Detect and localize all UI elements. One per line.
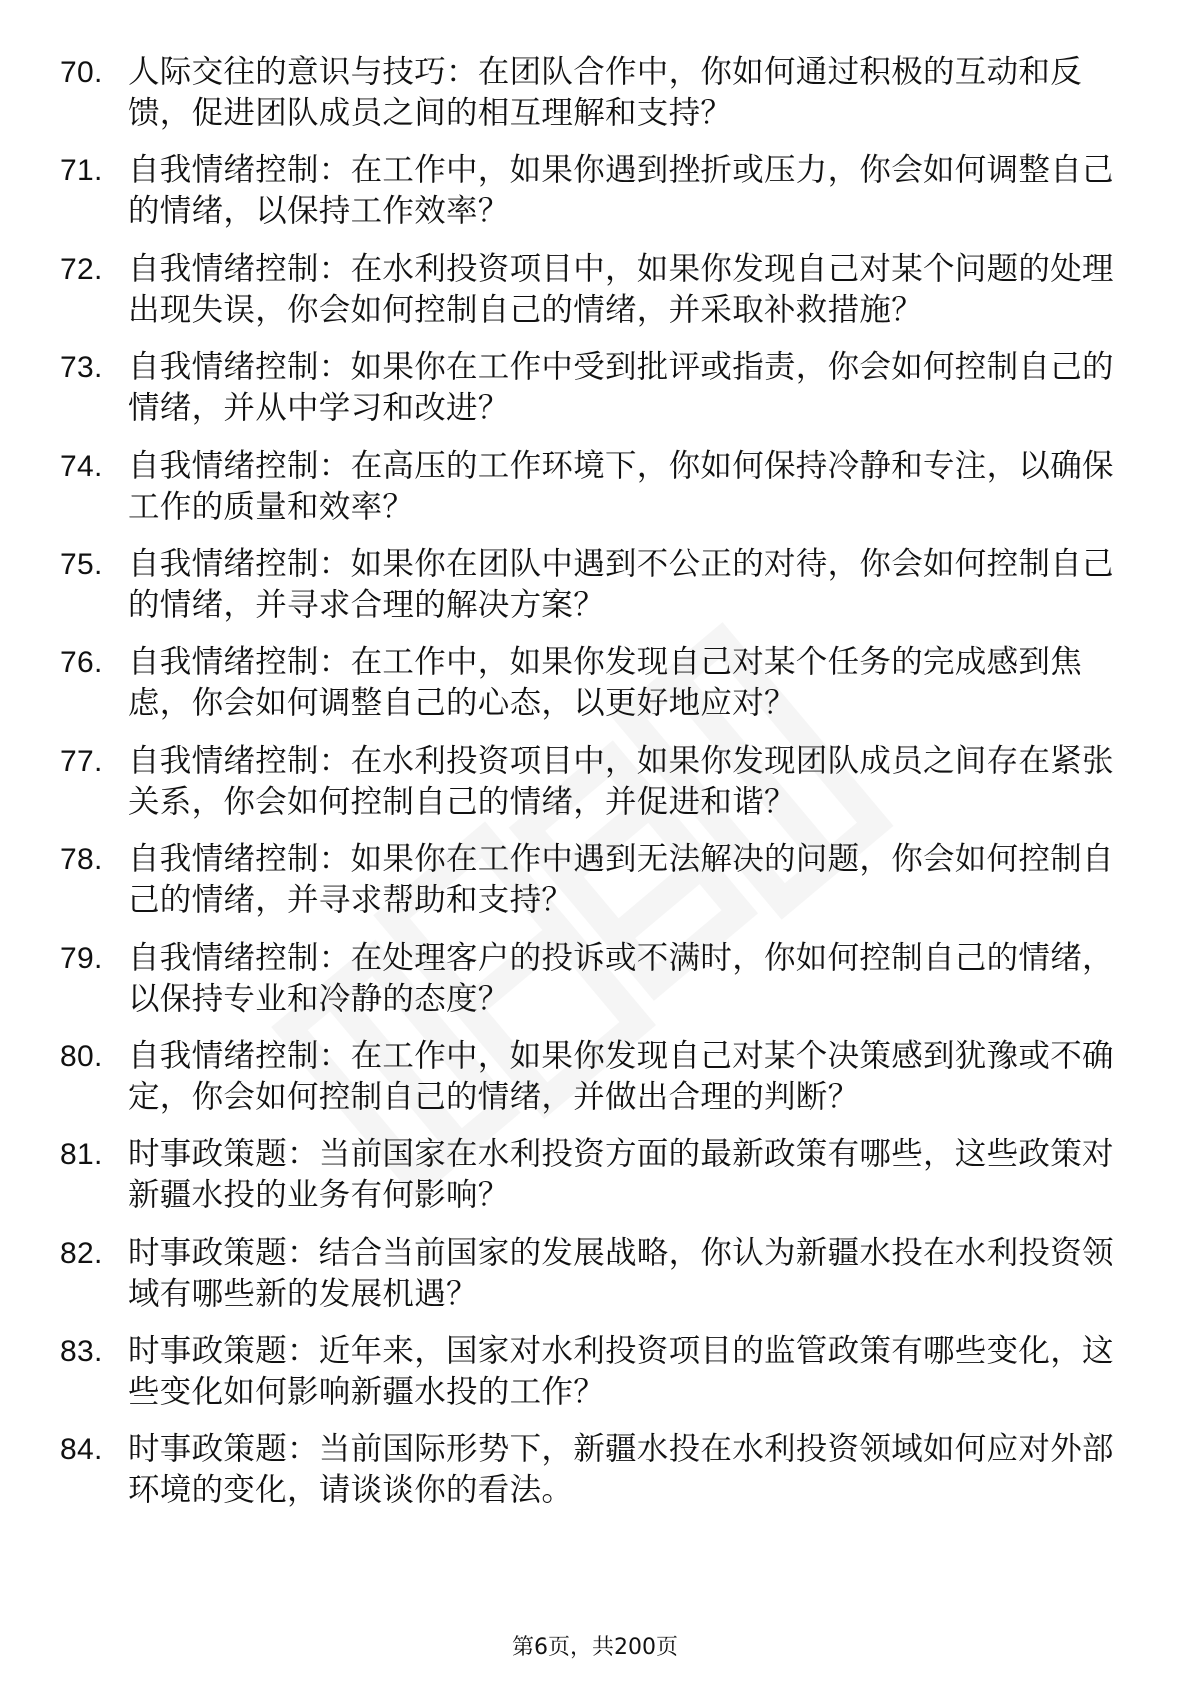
question-text: 自我情绪控制：在工作中，如果你遇到挫折或压力，你会如何调整自己的情绪，以保持工作效率？ — [128, 152, 1114, 230]
question-number: 82. — [60, 1236, 103, 1270]
question-text: 自我情绪控制：在处理客户的投诉或不满时，你如何控制自己的情绪，以保持专业和冷静的态度？ — [128, 939, 1114, 1017]
question-item — [60, 1036, 1120, 1118]
question-item — [60, 1429, 1120, 1511]
question-list — [60, 52, 1120, 1528]
question-text: 自我情绪控制：在工作中，如果你发现自己对某个任务的完成感到焦虑，你会如何调整自己的心态，以更好地应对？ — [128, 644, 1083, 722]
question-number: 83. — [60, 1335, 103, 1369]
question-text: 自我情绪控制：如果你在工作中遇到无法解决的问题，你会如何控制自己的情绪，并寻求帮助和支持？ — [128, 841, 1114, 919]
question-text: 时事政策题：近年来，国家对水利投资项目的监管政策有哪些变化，这些变化如何影响新疆水投的工作？ — [128, 1333, 1114, 1411]
question-number: 71. — [60, 154, 103, 188]
question-number: 79. — [60, 941, 103, 975]
question-number: 81. — [60, 1138, 103, 1172]
question-number: 84. — [60, 1433, 103, 1467]
question-item — [60, 347, 1120, 429]
question-text: 时事政策题：当前国家在水利投资方面的最新政策有哪些，这些政策对新疆水投的业务有何影响？ — [128, 1136, 1114, 1214]
question-number: 72. — [60, 252, 103, 286]
page-footer: 第6页，共200页 — [512, 1635, 678, 1660]
question-number: 77. — [60, 744, 103, 778]
question-text: 时事政策题：结合当前国家的发展战略，你认为新疆水投在水利投资领域有哪些新的发展机遇？ — [128, 1234, 1114, 1312]
question-text: 自我情绪控制：在水利投资项目中，如果你发现自己对某个问题的处理出现失误，你会如何控制自己的情绪，并采取补救措施？ — [128, 250, 1114, 328]
question-number: 80. — [60, 1039, 103, 1073]
question-item — [60, 938, 1120, 1020]
question-number: 78. — [60, 843, 103, 877]
question-number: 70. — [60, 56, 103, 89]
question-number: 76. — [60, 646, 103, 680]
question-text: 自我情绪控制：如果你在工作中受到批评或指责，你会如何控制自己的情绪，并从中学习和改进？ — [128, 349, 1114, 427]
question-item — [60, 446, 1120, 528]
question-number: 75. — [60, 547, 103, 581]
question-item — [60, 52, 1120, 134]
question-item — [60, 249, 1120, 331]
question-item — [60, 642, 1120, 724]
question-item — [60, 839, 1120, 921]
question-number: 74. — [60, 449, 103, 483]
question-text: 自我情绪控制：在工作中，如果你发现自己对某个决策感到犹豫或不确定，你会如何控制自己的情绪，并做出合理的判断？ — [128, 1037, 1114, 1115]
question-item — [60, 544, 1120, 626]
question-item — [60, 1233, 1120, 1315]
question-text: 时事政策题：当前国际形势下，新疆水投在水利投资领域如何应对外部环境的变化，请谈谈你的看法。 — [128, 1431, 1114, 1509]
question-item — [60, 1331, 1120, 1413]
question-text: 人际交往的意识与技巧：在团队合作中，你如何通过积极的互动和反馈，促进团队成员之间的相互理解和支持？ — [128, 54, 1083, 131]
question-item — [60, 150, 1120, 232]
question-item — [60, 1134, 1120, 1216]
question-number: 73. — [60, 351, 103, 385]
question-text: 自我情绪控制：如果你在团队中遇到不公正的对待，你会如何控制自己的情绪，并寻求合理的解决方案？ — [128, 545, 1114, 623]
question-item — [60, 741, 1120, 823]
question-text: 自我情绪控制：在水利投资项目中，如果你发现团队成员之间存在紧张关系，你会如何控制自己的情绪，并促进和谐？ — [128, 742, 1114, 820]
question-text: 自我情绪控制：在高压的工作环境下，你如何保持冷静和专注，以确保工作的质量和效率？ — [128, 447, 1114, 525]
